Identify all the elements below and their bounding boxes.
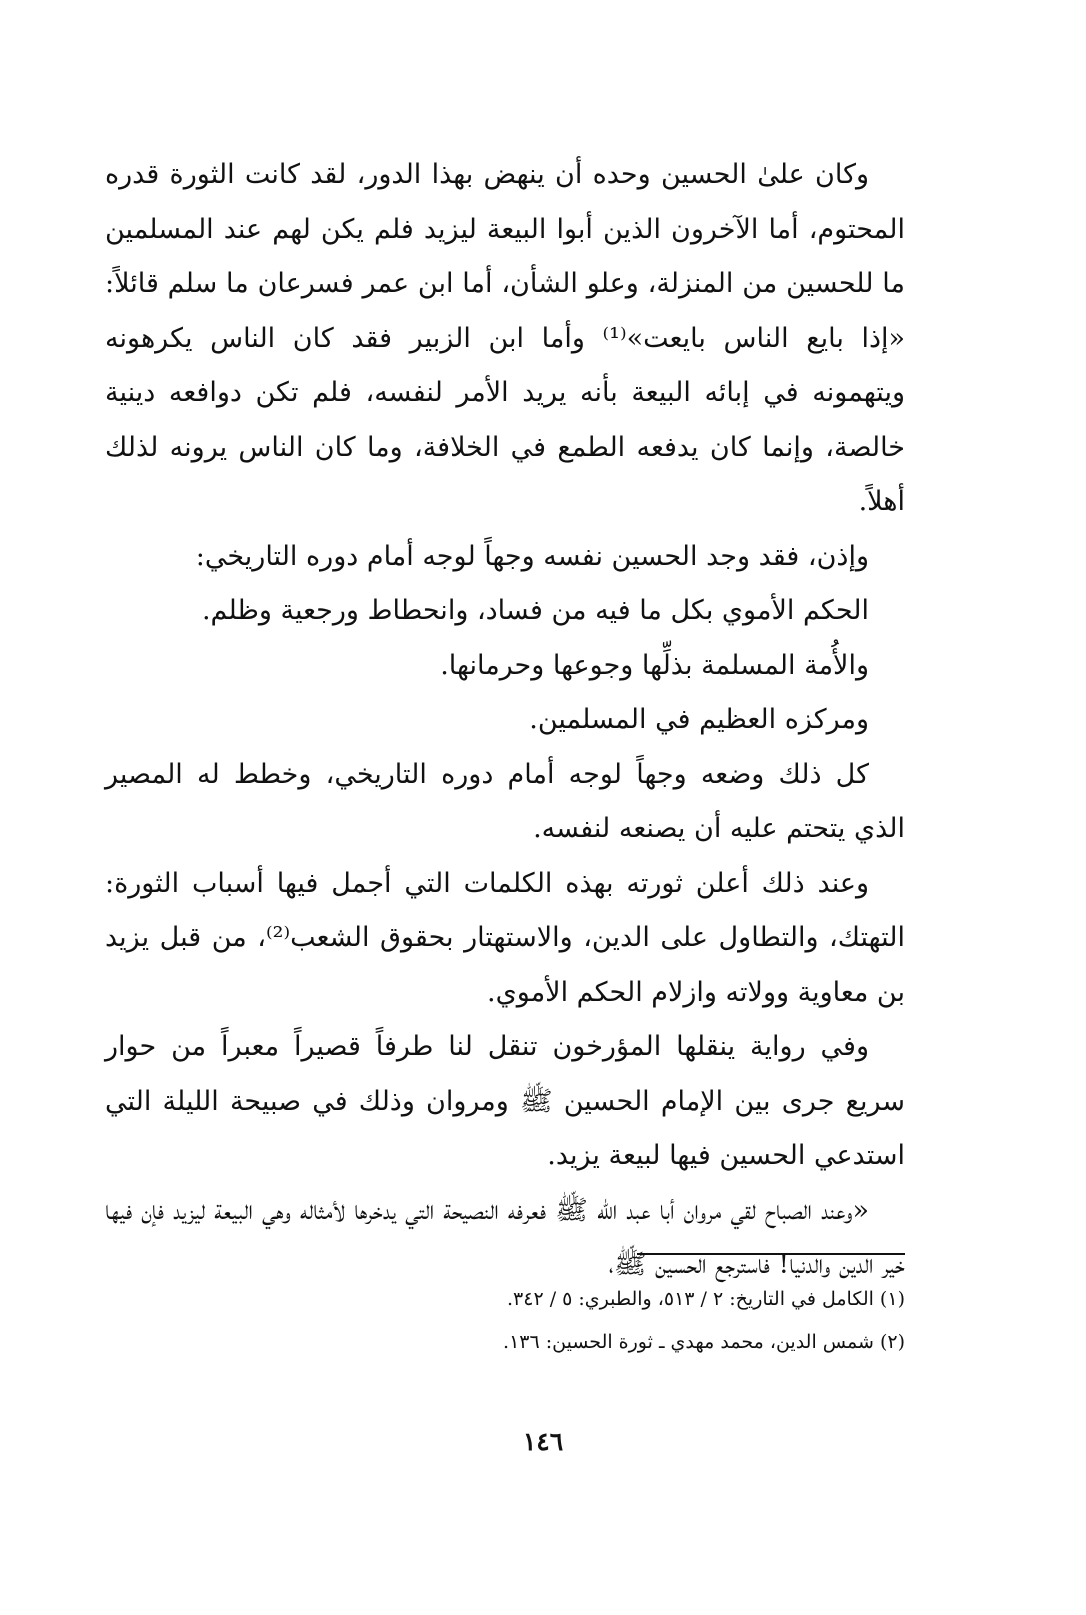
footnote-1: (١) الكامل في التاريخ: ٢ / ٥١٣، والطبري: ٥ / ٣٤٢. [506, 1288, 905, 1310]
footnotes [105, 1278, 905, 1364]
page-number: ١٤٦ [522, 1427, 564, 1456]
list-item-umayyad-rule: الحكم الأموي بكل ما فيه من فساد، وانحطاط ورجعية وظلم. [201, 595, 869, 626]
list-item-muslim-nation: والأُمة المسلمة بذلِّها وجوعها وحرمانها. [440, 649, 869, 681]
paragraph-quote: «وعند الصباح لقي مروان أبا عبد الله ﷺ فعرفه النصيحة التي يدخرها لأمثاله وهي البيعة ليزيد فإن فيها خير الدين والدنيا! فاسترجع الحسين ﷺ، [105, 1194, 905, 1280]
body-text [105, 148, 905, 1293]
paragraph-destiny: كل ذلك وضعه وجهاً لوجه أمام دوره التاريخي، وخطط له المصير الذي يتحتم عليه أن يصنعه لنفسه. [105, 758, 905, 844]
paragraph-revolution-declaration: وعند ذلك أعلن ثورته بهذه الكلمات التي أجمل فيها أسباب الثورة: التهتك، والتطاول على الدين، والاستهتار بحقوق الشعب⁽²⁾، من قبل يزيد بن معاوية وولاته وازلام الحكم الأموي. [105, 867, 905, 1008]
list-item-great-status: ومركزه العظيم في المسلمين. [529, 704, 869, 735]
paragraph-historic-role: وإذن، فقد وجد الحسين نفسه وجهاً لوجه أمام دوره التاريخي: [195, 540, 869, 572]
paragraph-narration: وفي رواية ينقلها المؤرخون تنقل لنا طرفاً قصيراً معبراً من حوار سريع جرى بين الإمام الحسين ﷺ ومروان وذلك في صبيحة الليلة التي استدعي الحسين فيها لبيعة يزيد. [105, 1031, 905, 1171]
footnote-divider [637, 1253, 905, 1255]
paragraph-intro: وكان علىٰ الحسين وحده أن ينهض بهذا الدور، لقد كانت الثورة قدره المحتوم، أما الآخرون الذين أبوا البيعة ليزيد فلم يكن لهم عند المسلمين ما للحسين من المنزلة، وعلو الشأن، أما ابن عمر فسرعان ما سلم قائلاً: «إذا بايع الناس بايعت»⁽¹⁾ وأما ابن الزبير فقد كان الناس يكرهونه ويتهمونه في إبائه البيعة بأنه يريد الأمر لنفسه، فلم تكن دوافعه دينية خالصة، وإنما كان يدفعه الطمع في الخلافة، وما كان الناس يرونه لذلك أهلاً. [105, 159, 905, 517]
footnote-2: (٢) شمس الدين، محمد مهدي ـ ثورة الحسين: ١٣٦. [503, 1331, 905, 1353]
